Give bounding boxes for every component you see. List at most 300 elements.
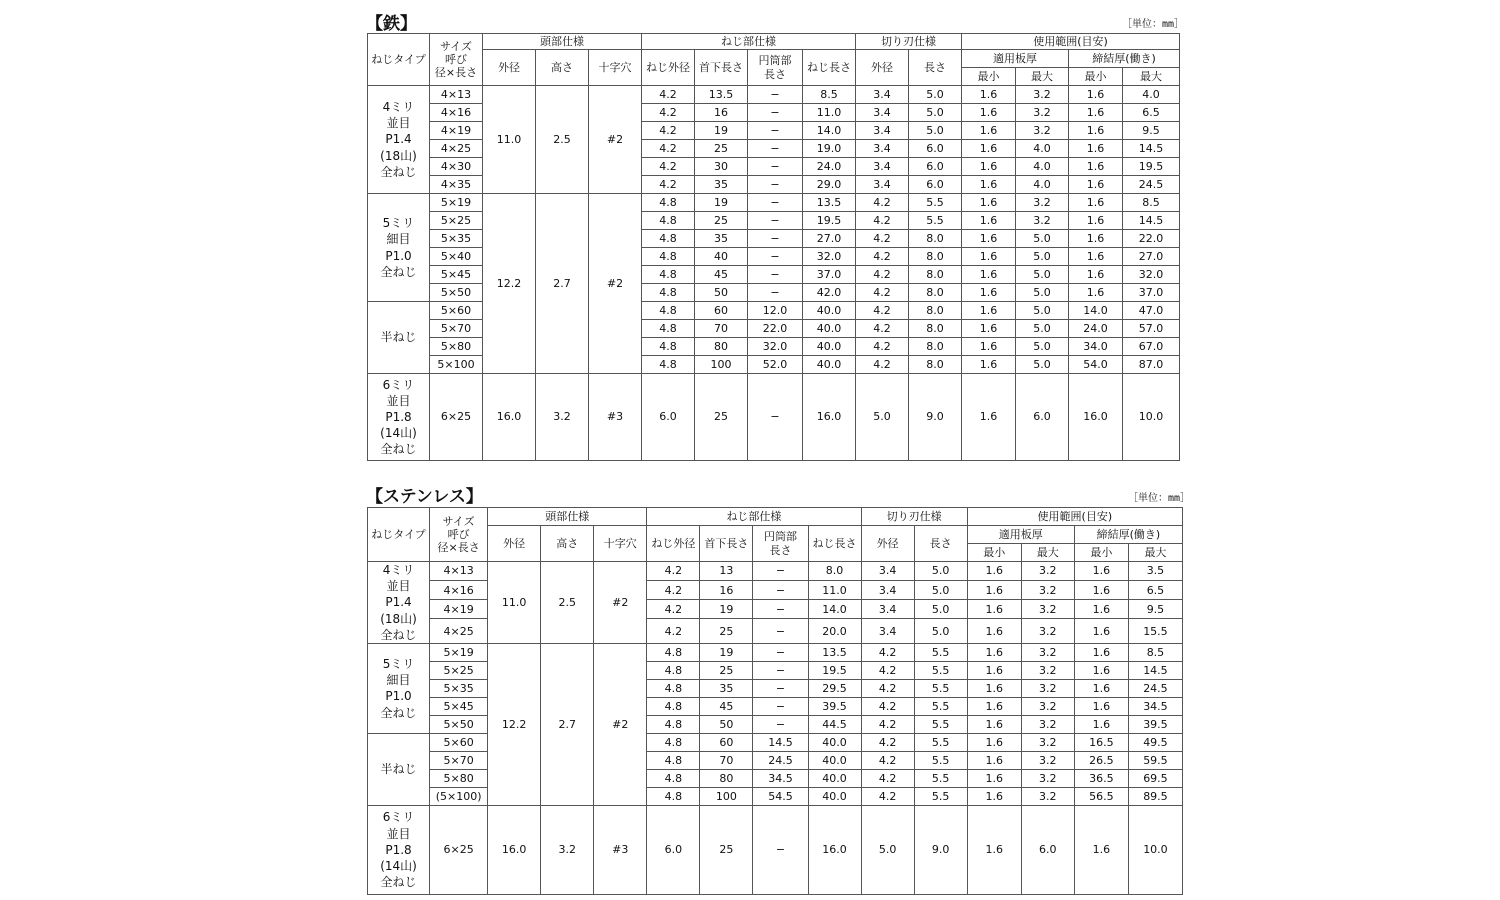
- thread-length-cell: 42.0: [803, 284, 856, 302]
- clamp-min-cell: 26.5: [1074, 751, 1128, 769]
- plate-max-cell: 5.0: [1016, 356, 1069, 374]
- blade-length-header: 長さ: [914, 526, 967, 562]
- thread-length-cell: 16.0: [803, 374, 856, 461]
- plate-max-cell: 3.2: [1016, 86, 1069, 104]
- head-height-header: 高さ: [541, 526, 594, 562]
- thread-od-cell: 4.8: [647, 787, 700, 805]
- blade-od-cell: 4.2: [856, 356, 909, 374]
- clamp-min-cell: 1.6: [1074, 697, 1128, 715]
- blade-od-cell: 4.2: [861, 751, 914, 769]
- plate-max-cell: 4.0: [1016, 176, 1069, 194]
- screw-type-line: P1.8: [385, 409, 412, 424]
- size-cell: (5×100): [430, 787, 488, 805]
- cylinder-length-cell: 14.5: [753, 733, 808, 751]
- blade-length-cell: 8.0: [909, 302, 962, 320]
- blade-od-cell: 4.2: [861, 679, 914, 697]
- size-cell: 5×35: [430, 230, 483, 248]
- blade-length-cell: 5.0: [914, 562, 967, 581]
- plate-min-cell: 1.6: [962, 176, 1016, 194]
- blade-od-cell: 4.2: [861, 661, 914, 679]
- cylinder-length-cell: −: [748, 86, 803, 104]
- clamp-min-cell: 1.6: [1074, 600, 1128, 619]
- screw-type-line: 細目: [386, 673, 411, 688]
- thread-od-cell: 4.8: [642, 320, 695, 338]
- plate-max-cell: 5.0: [1016, 302, 1069, 320]
- plate-max-cell: 3.2: [1021, 769, 1074, 787]
- thread-od-cell: 4.2: [642, 140, 695, 158]
- clamp-min-cell: 1.6: [1074, 581, 1128, 600]
- cylinder-length-cell: −: [748, 374, 803, 461]
- size-cell: 5×25: [430, 212, 483, 230]
- blade-length-cell: 5.5: [909, 212, 962, 230]
- cylinder-length-cell: 12.0: [748, 302, 803, 320]
- blade-length-cell: 5.5: [914, 679, 967, 697]
- under-head-length-cell: 70: [695, 320, 748, 338]
- plate-max-cell: 3.2: [1021, 787, 1074, 805]
- plate-max-header: 最大: [1016, 68, 1069, 86]
- plate-min-cell: 1.6: [962, 230, 1016, 248]
- screw-type-line: 5ミリ: [382, 657, 415, 672]
- thread-od-cell: 4.8: [642, 338, 695, 356]
- clamp-min-cell: 1.6: [1069, 140, 1123, 158]
- cylinder-length-header: [753, 526, 808, 562]
- thread-length-cell: 14.0: [803, 122, 856, 140]
- plate-min-cell: 1.6: [962, 356, 1016, 374]
- plate-max-cell: 5.0: [1016, 248, 1069, 266]
- blade-od-cell: 4.2: [856, 248, 909, 266]
- thread-length-cell: 40.0: [808, 769, 861, 787]
- cross-recess-cell: #3: [589, 374, 642, 461]
- thread-od-cell: 4.2: [647, 562, 700, 581]
- size-cell: 5×60: [430, 733, 488, 751]
- plate-min-cell: 1.6: [962, 338, 1016, 356]
- plate-min-cell: 1.6: [962, 284, 1016, 302]
- blade-od-cell: 4.2: [861, 733, 914, 751]
- clamp-min-cell: 56.5: [1074, 787, 1128, 805]
- screw-type-line: 5ミリ: [382, 216, 415, 231]
- under-head-length-cell: 16: [695, 104, 748, 122]
- blade-spec-header: 切り刃仕様: [856, 34, 962, 50]
- size-cell: 5×60: [430, 302, 483, 320]
- size-cell: 5×50: [430, 715, 488, 733]
- screw-type-line: 全ねじ: [380, 264, 417, 279]
- blade-od-cell: 4.2: [856, 302, 909, 320]
- size-cell: 5×80: [430, 338, 483, 356]
- thread-od-cell: 4.2: [647, 600, 700, 619]
- plate-min-cell: 1.6: [967, 697, 1021, 715]
- thread-length-cell: 40.0: [808, 787, 861, 805]
- clamp-max-cell: 47.0: [1123, 302, 1180, 320]
- blade-length-cell: 5.0: [914, 600, 967, 619]
- cylinder-length-cell: −: [753, 643, 808, 661]
- clamp-min-header: 最小: [1069, 68, 1123, 86]
- thread-od-cell: 4.8: [647, 751, 700, 769]
- plate-max-cell: 6.0: [1021, 805, 1074, 894]
- blade-length-cell: 5.0: [914, 619, 967, 644]
- screw-type-line: P1.0: [385, 248, 412, 263]
- size-cell: 4×25: [430, 619, 488, 644]
- screw-type-cell: [368, 302, 430, 374]
- blade-length-header: 長さ: [909, 50, 962, 86]
- blade-od-cell: 4.2: [861, 715, 914, 733]
- clamp-min-cell: 1.6: [1069, 194, 1123, 212]
- size-cell: 5×19: [430, 194, 483, 212]
- thread-length-cell: 40.0: [803, 320, 856, 338]
- iron-spec-table: [367, 33, 1180, 461]
- size-header-line: 径×長さ: [437, 541, 480, 555]
- thread-length-cell: 11.0: [808, 581, 861, 600]
- blade-spec-header: 切り刃仕様: [861, 508, 967, 526]
- plate-min-cell: 1.6: [967, 679, 1021, 697]
- blade-length-cell: 8.0: [909, 338, 962, 356]
- clamp-min-cell: 24.0: [1069, 320, 1123, 338]
- plate-thickness-header: 適用板厚: [962, 50, 1069, 68]
- thread-od-cell: 4.2: [642, 158, 695, 176]
- blade-length-cell: 5.0: [909, 86, 962, 104]
- clamp-max-cell: 59.5: [1128, 751, 1182, 769]
- plate-min-cell: 1.6: [967, 643, 1021, 661]
- screw-type-line: (18山): [380, 611, 417, 626]
- cylinder-length-cell: −: [753, 805, 808, 894]
- size-cell: 5×45: [430, 266, 483, 284]
- head-height-cell: 2.5: [541, 562, 594, 644]
- screw-type-line: 半ねじ: [380, 330, 417, 345]
- plate-min-cell: 1.6: [967, 562, 1021, 581]
- blade-length-cell: 9.0: [914, 805, 967, 894]
- thread-length-cell: 27.0: [803, 230, 856, 248]
- plate-max-cell: 5.0: [1016, 320, 1069, 338]
- screw-type-line: P1.8: [385, 842, 412, 857]
- screw-type-line: 6ミリ: [382, 810, 415, 825]
- clamp-max-cell: 10.0: [1128, 805, 1182, 894]
- cylinder-length-cell: 24.5: [753, 751, 808, 769]
- size-cell: 5×100: [430, 356, 483, 374]
- screw-type-line: 全ねじ: [380, 164, 417, 179]
- blade-od-cell: 3.4: [856, 176, 909, 194]
- blade-length-cell: 6.0: [909, 176, 962, 194]
- thread-length-cell: 24.0: [803, 158, 856, 176]
- under-head-length-cell: 70: [700, 751, 753, 769]
- table-row: [368, 643, 1183, 661]
- blade-length-cell: 5.5: [914, 769, 967, 787]
- plate-max-cell: 4.0: [1016, 140, 1069, 158]
- size-header-line: 径×長さ: [434, 66, 478, 80]
- under-head-length-cell: 13: [700, 562, 753, 581]
- blade-length-cell: 8.0: [909, 230, 962, 248]
- clamp-thickness-header: 締結厚(働き): [1069, 50, 1180, 68]
- under-head-length-cell: 45: [695, 266, 748, 284]
- blade-od-cell: 3.4: [856, 140, 909, 158]
- plate-min-cell: 1.6: [967, 769, 1021, 787]
- clamp-min-cell: 1.6: [1069, 230, 1123, 248]
- head-outer-cell: 16.0: [483, 374, 536, 461]
- cylinder-length-cell: 32.0: [748, 338, 803, 356]
- clamp-min-cell: 1.6: [1074, 679, 1128, 697]
- blade-od-cell: 5.0: [861, 805, 914, 894]
- under-head-length-cell: 60: [700, 733, 753, 751]
- thread-length-cell: 39.5: [808, 697, 861, 715]
- section-title: 【鉄】: [366, 14, 417, 34]
- screw-type-line: 全ねじ: [380, 627, 417, 642]
- screw-type-line: 全ねじ: [380, 442, 417, 457]
- screw-type-line: P1.4: [385, 132, 412, 147]
- screw-type-line: 全ねじ: [380, 705, 417, 720]
- clamp-min-cell: 36.5: [1074, 769, 1128, 787]
- blade-length-cell: 6.0: [909, 158, 962, 176]
- screw-type-line: 4ミリ: [382, 563, 415, 577]
- head-height-cell: 2.7: [541, 643, 594, 805]
- blade-od-cell: 3.4: [856, 158, 909, 176]
- thread-length-cell: 19.5: [803, 212, 856, 230]
- under-head-length-cell: 35: [695, 176, 748, 194]
- screw-type-line: 並目: [386, 393, 411, 408]
- size-cell: 6×25: [430, 374, 483, 461]
- clamp-max-header: 最大: [1123, 68, 1180, 86]
- thread-spec-header: ねじ部仕様: [642, 34, 856, 50]
- blade-od-cell: 4.2: [856, 284, 909, 302]
- thread-length-cell: 44.5: [808, 715, 861, 733]
- screw-type-cell: [368, 805, 430, 894]
- blade-length-cell: 5.5: [914, 787, 967, 805]
- thread-od-header: ねじ外径: [642, 50, 695, 86]
- table-row: [368, 374, 1180, 461]
- blade-od-cell: 4.2: [861, 697, 914, 715]
- blade-od-cell: 4.2: [856, 320, 909, 338]
- plate-max-header: 最大: [1021, 544, 1074, 562]
- stainless-spec-table: [367, 507, 1183, 895]
- col-size-header: [430, 508, 488, 562]
- blade-od-cell: 3.4: [856, 104, 909, 122]
- plate-min-cell: 1.6: [962, 320, 1016, 338]
- blade-od-cell: 3.4: [861, 619, 914, 644]
- size-cell: 4×13: [430, 562, 488, 581]
- clamp-min-cell: 1.6: [1069, 248, 1123, 266]
- clamp-max-cell: 27.0: [1123, 248, 1180, 266]
- cylinder-length-cell: 22.0: [748, 320, 803, 338]
- thread-od-cell: 4.8: [642, 248, 695, 266]
- plate-min-cell: 1.6: [967, 715, 1021, 733]
- blade-od-cell: 3.4: [861, 581, 914, 600]
- thread-od-cell: 4.2: [642, 86, 695, 104]
- screw-type-line: P1.4: [385, 595, 412, 610]
- clamp-min-cell: 1.6: [1074, 619, 1128, 644]
- plate-min-cell: 1.6: [967, 600, 1021, 619]
- header-row: [368, 508, 1183, 526]
- cylinder-length-cell: −: [748, 122, 803, 140]
- cylinder-length-cell: −: [753, 581, 808, 600]
- blade-length-cell: 5.5: [914, 643, 967, 661]
- plate-max-cell: 5.0: [1016, 338, 1069, 356]
- blade-od-cell: 4.2: [861, 769, 914, 787]
- cylinder-length-cell: −: [753, 661, 808, 679]
- plate-max-cell: 3.2: [1016, 212, 1069, 230]
- cylinder-length-cell: −: [753, 562, 808, 581]
- cross-recess-cell: #2: [594, 643, 647, 805]
- size-header-line: サイズ: [439, 39, 473, 53]
- thread-length-cell: 11.0: [803, 104, 856, 122]
- cylinder-length-cell: −: [748, 104, 803, 122]
- under-head-length-cell: 100: [695, 356, 748, 374]
- under-head-length-cell: 16: [700, 581, 753, 600]
- cylinder-length-cell: −: [753, 697, 808, 715]
- size-cell: 5×70: [430, 320, 483, 338]
- cross-recess-cell: #2: [594, 562, 647, 644]
- table-row: [368, 86, 1180, 104]
- head-height-cell: 3.2: [536, 374, 589, 461]
- usage-range-header: 使用範囲(目安): [967, 508, 1182, 526]
- size-cell: 4×16: [430, 581, 488, 600]
- plate-min-cell: 1.6: [967, 581, 1021, 600]
- thread-length-cell: 40.0: [808, 733, 861, 751]
- thread-length-cell: 13.5: [803, 194, 856, 212]
- blade-length-cell: 8.0: [909, 248, 962, 266]
- thread-length-cell: 29.5: [808, 679, 861, 697]
- head-outer-header: 外径: [483, 50, 536, 86]
- blade-od-cell: 3.4: [856, 86, 909, 104]
- clamp-max-cell: 8.5: [1123, 194, 1180, 212]
- cylinder-length-cell: −: [753, 600, 808, 619]
- clamp-max-cell: 6.5: [1128, 581, 1182, 600]
- clamp-min-cell: 1.6: [1069, 266, 1123, 284]
- plate-max-cell: 3.2: [1016, 104, 1069, 122]
- head-height-cell: 2.7: [536, 194, 589, 374]
- clamp-min-cell: 1.6: [1074, 661, 1128, 679]
- blade-length-cell: 8.0: [909, 266, 962, 284]
- plate-min-cell: 1.6: [967, 805, 1021, 894]
- under-head-length-cell: 50: [700, 715, 753, 733]
- plate-min-cell: 1.6: [962, 86, 1016, 104]
- under-head-length-cell: 19: [695, 122, 748, 140]
- clamp-min-cell: 1.6: [1069, 176, 1123, 194]
- screw-type-cell: [368, 643, 430, 733]
- clamp-max-cell: 4.0: [1123, 86, 1180, 104]
- thread-spec-header: ねじ部仕様: [647, 508, 861, 526]
- plate-max-cell: 3.2: [1021, 715, 1074, 733]
- thread-od-cell: 4.8: [642, 212, 695, 230]
- thread-length-cell: 29.0: [803, 176, 856, 194]
- cylinder-length-cell: −: [753, 679, 808, 697]
- under-head-length-cell: 30: [695, 158, 748, 176]
- cylinder-length-cell: −: [748, 230, 803, 248]
- under-head-length-cell: 60: [695, 302, 748, 320]
- cross-recess-cell: #3: [594, 805, 647, 894]
- blade-length-cell: 5.0: [914, 581, 967, 600]
- blade-od-cell: 4.2: [856, 266, 909, 284]
- size-cell: 4×25: [430, 140, 483, 158]
- blade-length-cell: 5.5: [914, 697, 967, 715]
- blade-length-cell: 5.5: [909, 194, 962, 212]
- plate-max-cell: 3.2: [1021, 661, 1074, 679]
- clamp-max-cell: 24.5: [1123, 176, 1180, 194]
- clamp-min-cell: 1.6: [1074, 805, 1128, 894]
- clamp-max-cell: 34.5: [1128, 697, 1182, 715]
- thread-od-cell: 4.2: [642, 104, 695, 122]
- size-cell: 5×70: [430, 751, 488, 769]
- plate-max-cell: 4.0: [1016, 158, 1069, 176]
- screw-type-line: (14山): [380, 426, 417, 441]
- thread-od-cell: 4.8: [647, 697, 700, 715]
- table-row: [368, 194, 1180, 212]
- under-head-length-cell: 19: [700, 643, 753, 661]
- clamp-max-cell: 9.5: [1123, 122, 1180, 140]
- blade-length-cell: 8.0: [909, 356, 962, 374]
- thread-od-cell: 4.2: [647, 619, 700, 644]
- clamp-min-cell: 1.6: [1069, 212, 1123, 230]
- blade-od-cell: 4.2: [856, 212, 909, 230]
- head-height-cell: 3.2: [541, 805, 594, 894]
- blade-length-cell: 9.0: [909, 374, 962, 461]
- screw-type-line: 半ねじ: [380, 762, 417, 777]
- clamp-min-cell: 1.6: [1074, 562, 1128, 581]
- col-type-header: ねじタイプ: [368, 34, 430, 86]
- blade-length-cell: 5.0: [909, 122, 962, 140]
- unit-label: ［単位：mm］: [1122, 19, 1185, 30]
- under-head-length-cell: 35: [695, 230, 748, 248]
- clamp-min-cell: 1.6: [1069, 122, 1123, 140]
- blade-od-cell: 4.2: [856, 338, 909, 356]
- cylinder-length-cell: 34.5: [753, 769, 808, 787]
- usage-range-header: 使用範囲(目安): [962, 34, 1180, 50]
- plate-min-cell: 1.6: [962, 374, 1016, 461]
- thread-length-header: ねじ長さ: [803, 50, 856, 86]
- screw-type-line: 細目: [386, 232, 411, 247]
- under-head-length-cell: 80: [695, 338, 748, 356]
- clamp-min-cell: 1.6: [1074, 715, 1128, 733]
- screw-type-line: 全ねじ: [380, 875, 417, 890]
- cylinder-length-cell: −: [748, 212, 803, 230]
- screw-type-cell: [368, 374, 430, 461]
- blade-od-header: 外径: [856, 50, 909, 86]
- clamp-min-cell: 1.6: [1074, 643, 1128, 661]
- plate-min-cell: 1.6: [967, 787, 1021, 805]
- size-header-line: 呼び: [445, 52, 467, 66]
- thread-length-cell: 8.0: [808, 562, 861, 581]
- thread-length-cell: 13.5: [808, 643, 861, 661]
- under-head-length-cell: 80: [700, 769, 753, 787]
- col-type-header: ねじタイプ: [368, 508, 430, 562]
- blade-od-cell: 4.2: [856, 194, 909, 212]
- plate-max-cell: 3.2: [1021, 751, 1074, 769]
- thread-od-cell: 4.8: [647, 661, 700, 679]
- screw-type-line: (18山): [380, 148, 417, 163]
- clamp-max-cell: 89.5: [1128, 787, 1182, 805]
- clamp-max-cell: 57.0: [1123, 320, 1180, 338]
- plate-min-cell: 1.6: [962, 158, 1016, 176]
- clamp-thickness-header: 締結厚(働き): [1074, 526, 1182, 544]
- blade-od-cell: 4.2: [856, 230, 909, 248]
- thread-od-cell: 4.8: [642, 284, 695, 302]
- head-outer-cell: 12.2: [488, 643, 541, 805]
- clamp-max-cell: 14.5: [1123, 212, 1180, 230]
- blade-length-cell: 5.5: [914, 751, 967, 769]
- thread-od-cell: 6.0: [647, 805, 700, 894]
- thread-length-cell: 40.0: [803, 338, 856, 356]
- under-head-length-header: 首下長さ: [700, 526, 753, 562]
- cylinder-length-cell: −: [748, 140, 803, 158]
- clamp-max-cell: 9.5: [1128, 600, 1182, 619]
- clamp-min-cell: 16.5: [1074, 733, 1128, 751]
- unit-label: ［単位：mm］: [1128, 493, 1191, 504]
- clamp-max-cell: 8.5: [1128, 643, 1182, 661]
- thread-length-header: ねじ長さ: [808, 526, 861, 562]
- clamp-max-cell: 49.5: [1128, 733, 1182, 751]
- clamp-min-cell: 1.6: [1069, 86, 1123, 104]
- thread-length-cell: 40.0: [808, 751, 861, 769]
- head-outer-header: 外径: [488, 526, 541, 562]
- head-spec-header: 頭部仕様: [483, 34, 642, 50]
- clamp-min-cell: 34.0: [1069, 338, 1123, 356]
- cross-recess-cell: #2: [589, 86, 642, 194]
